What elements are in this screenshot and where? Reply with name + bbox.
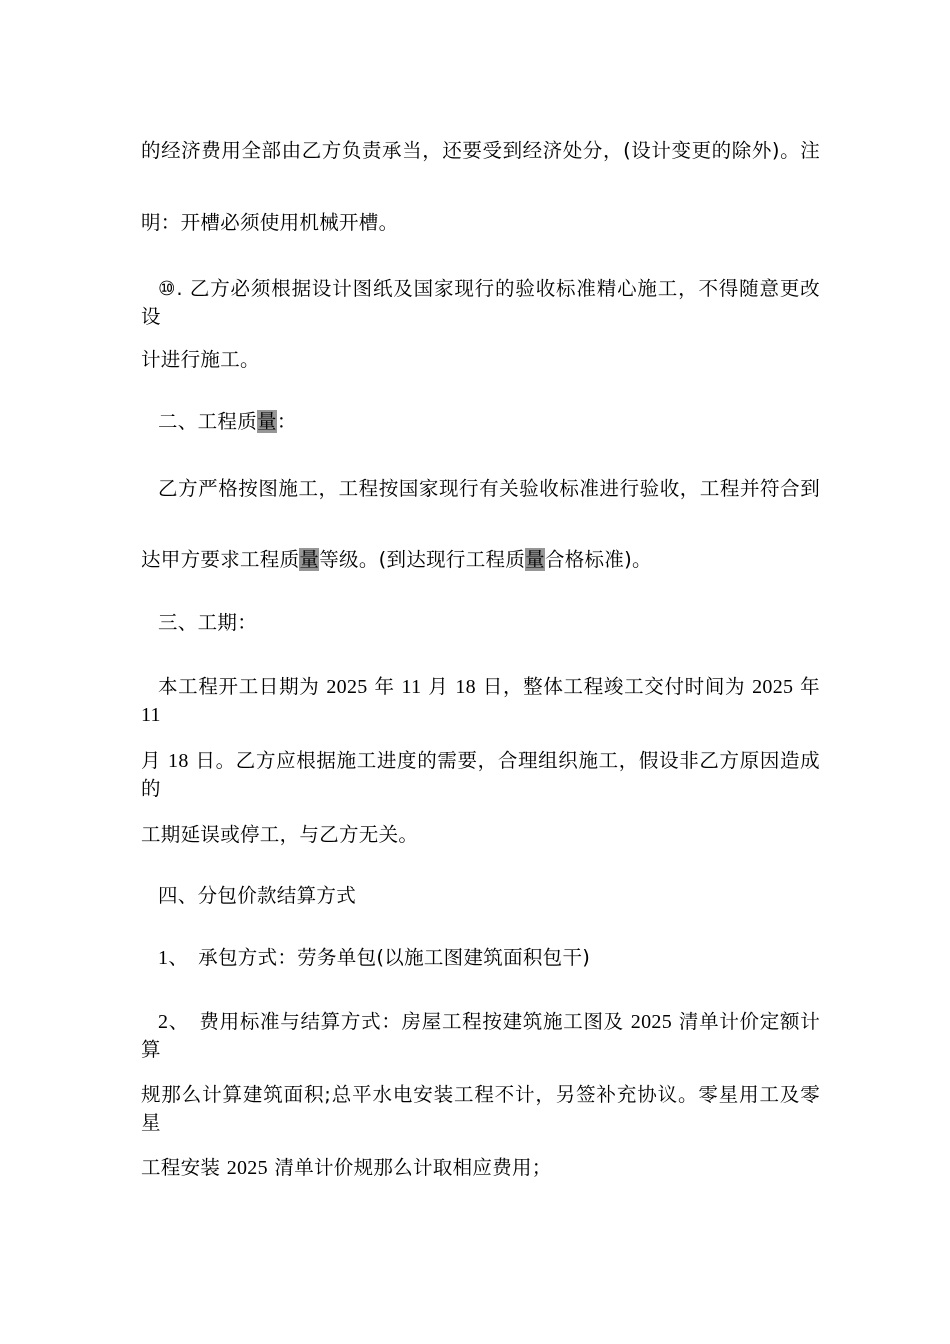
document-line — [141, 1154, 820, 1182]
text-run: 合格标准)。 — [544, 548, 652, 571]
document-body — [141, 0, 820, 1344]
document-line — [141, 1008, 820, 1064]
text-run: 三、工期： — [158, 611, 258, 634]
text-run: 等级。(到达现行工程质 — [319, 548, 526, 571]
document-line — [141, 673, 820, 729]
document-line — [141, 944, 820, 972]
document-line — [141, 609, 820, 637]
document-line — [141, 137, 820, 165]
text-run: 、 费用标准与结算方式：房屋工程按建筑施工图及 — [168, 1010, 631, 1033]
text-run: 本工程开工日期为 — [158, 675, 327, 698]
numeric-text: 11 — [141, 704, 161, 726]
document-line — [141, 882, 820, 910]
highlighted-char: 量 — [525, 548, 545, 571]
numeric-text: 2025 — [630, 1011, 672, 1033]
text-run: 工期延误或停工，与乙方无关。 — [141, 823, 419, 846]
document-line — [141, 275, 820, 331]
document-line — [141, 475, 820, 503]
numeric-text: 11 — [401, 676, 422, 698]
numeric-text: 2025 — [326, 676, 368, 698]
document-line — [141, 346, 820, 374]
text-run: 清单计价规那么计取相应费用； — [267, 1156, 552, 1179]
document-line — [141, 408, 820, 436]
text-run: 达甲方要求工程质 — [141, 548, 300, 571]
numeric-text: 2025 — [752, 676, 794, 698]
numeric-text: 1 — [158, 947, 169, 969]
text-run: 年 — [793, 675, 820, 698]
text-run: 、 承包方式：劳务单包(以施工图建筑面积包干) — [168, 946, 591, 969]
numeric-text: 2025 — [226, 1157, 268, 1179]
text-run: 四、分包价款结算方式 — [158, 884, 357, 907]
numeric-text: 18 — [455, 676, 476, 698]
document-line — [141, 209, 820, 237]
highlighted-char: 量 — [299, 548, 320, 571]
text-run: 月 — [421, 675, 456, 698]
document-line — [141, 821, 820, 849]
text-run: 乙方严格按图施工，工程按国家现行有关验收标准进行验收，工程并符合到 — [158, 477, 820, 500]
document-line — [141, 546, 820, 574]
text-run: 清单计价定额计算 — [141, 1010, 820, 1061]
text-run: 日，整体工程竣工交付时间为 — [475, 675, 753, 698]
numeric-text: 2 — [158, 1011, 169, 1033]
text-run: 年 — [367, 675, 402, 698]
highlighted-char: 量 — [257, 410, 277, 433]
text-run: ⑩. 乙方必须根据设计图纸及国家现行的验收标准精心施工，不得随意更改设 — [141, 277, 820, 328]
document-line — [141, 1081, 820, 1137]
text-run: 计进行施工。 — [141, 348, 260, 371]
text-run: 日。乙方应根据施工进度的需要，合理组织施工，假设非乙方原因造成的 — [141, 749, 820, 800]
text-run: 明：开槽必须使用机械开槽。 — [141, 211, 399, 234]
text-run: 规那么计算建筑面积;总平水电安装工程不计，另签补充协议。零星用工及零星 — [141, 1083, 820, 1134]
text-run: 二、工程质 — [158, 410, 258, 433]
numeric-text: 18 — [168, 750, 189, 772]
text-run: 月 — [141, 749, 169, 772]
text-run: 的经济费用全部由乙方负责承当，还要受到经济处分，(设计变更的除外)。注 — [141, 139, 820, 162]
text-run: ： — [276, 410, 297, 433]
document-line — [141, 747, 820, 803]
text-run: 工程安装 — [141, 1156, 227, 1179]
